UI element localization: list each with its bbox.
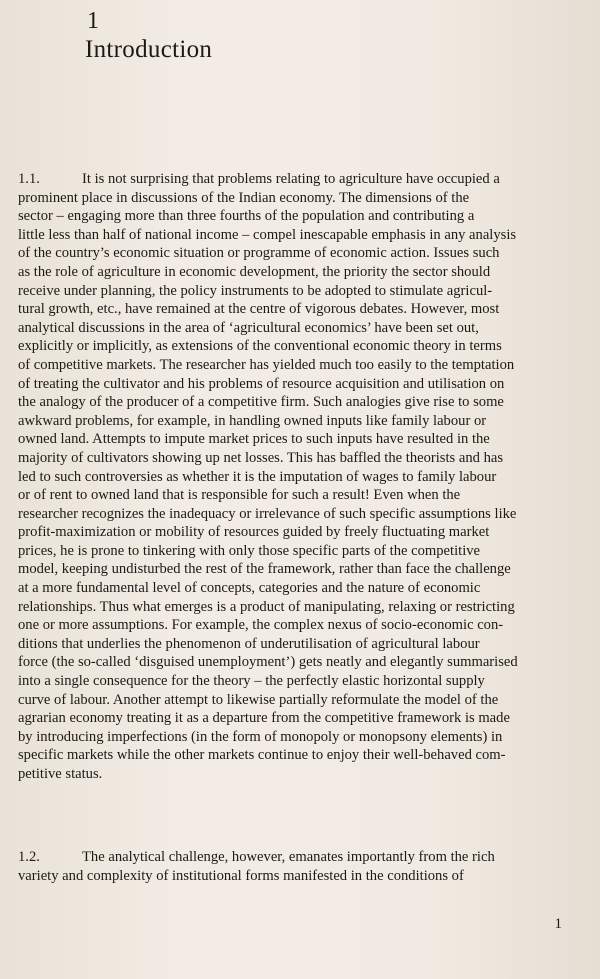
- chapter-number: 1: [87, 8, 99, 34]
- paragraph-line: sector – engaging more than three fourths of the population and contributing a: [18, 208, 475, 225]
- paragraph-line: relationships. Thus what emerges is a product of manipulating, relaxing or restricting: [18, 598, 515, 615]
- paragraph-line: receive under planning, the policy instruments to be adopted to stimulate agricul-: [18, 282, 493, 299]
- paragraph-line: little less than half of national income – compel inescapable emphasis in any analysis: [18, 226, 517, 243]
- paragraph-line: at a more fundamental level of concepts, categories and the nature of economic: [18, 580, 481, 597]
- paragraph-line: or of rent to owned land that is responsible for such a result! Even when the: [18, 487, 461, 504]
- paragraph-line: into a single consequence for the theory – the perfectly elastic horizontal supply: [18, 673, 485, 690]
- paragraph-line: owned land. Attempts to impute market prices to such inputs have resulted in the: [18, 431, 490, 448]
- paragraph-line: explicitly or implicitly, as extensions of the conventional economic theory in terms: [18, 338, 502, 355]
- paragraph-line: agrarian economy treating it as a departure from the competitive framework is made: [18, 710, 510, 727]
- paragraph-line: force (the so-called ‘disguised unemployment’) gets neatly and elegantly summarised: [18, 654, 518, 671]
- paragraph-1-1: [18, 170, 580, 784]
- paragraph-line: awkward problems, for example, in handling owned inputs like family labour or: [18, 412, 487, 429]
- paragraph-text: It is not surprising that problems relating to agriculture have occupied a: [82, 171, 500, 187]
- paragraph-line: tural growth, etc., have remained at the centre of vigorous debates. However, most: [18, 301, 500, 318]
- paragraph-line: specific markets while the other markets continue to enjoy their well-behaved com-: [18, 747, 506, 764]
- paragraph-line: prices, he is prone to tinkering with only those specific parts of the competitive: [18, 542, 481, 559]
- paragraph-line: by introducing imperfections (in the form of monopoly or monopsony elements) in: [18, 728, 503, 745]
- paragraph-line: analytical discussions in the area of ‘agricultural economics’ have been set out,: [18, 319, 479, 336]
- paragraph-line: of treating the cultivator and his problems of resource acquisition and utilisation on: [18, 375, 505, 392]
- paragraph-line: one or more assumptions. For example, the complex nexus of socio-economic con-: [18, 617, 504, 634]
- paragraph-line: researcher recognizes the inadequacy or irrelevance of such specific assumptions like: [18, 505, 517, 522]
- paragraph-line: majority of cultivators showing up net losses. This has baffled the theorists and has: [18, 449, 504, 466]
- paragraph-line: the analogy of the producer of a competitive firm. Such analogies give rise to some: [18, 394, 504, 411]
- page-number: 1: [554, 916, 562, 932]
- paragraph-line: variety and complexity of institutional forms manifested in the conditions of: [18, 867, 464, 884]
- paragraph-line: petitive status.: [18, 766, 103, 782]
- paragraph-line: of competitive markets. The researcher has yielded much too easily to the temptation: [18, 356, 515, 373]
- paragraph-line: ditions that underlies the phenomenon of underutilisation of agricultural labour: [18, 635, 480, 652]
- paragraph-line: led to such controversies as whether it is the imputation of wages to family labour: [18, 468, 497, 485]
- paragraph-line: curve of labour. Another attempt to likewise partially reformulate the model of the: [18, 691, 499, 708]
- paragraph-line: model, keeping undisturbed the rest of the framework, rather than face the challenge: [18, 561, 511, 578]
- paragraph-line: of the country’s economic situation or programme of economic action. Issues such: [18, 245, 500, 262]
- paragraph-number: 1.2.: [18, 849, 40, 865]
- paragraph-1-2: [18, 848, 580, 885]
- paragraph-number: 1.1.: [18, 171, 40, 187]
- paragraph-line: profit-maximization or mobility of resources guided by freely fluctuating market: [18, 524, 490, 541]
- paragraph-line: prominent place in discussions of the Indian economy. The dimensions of the: [18, 189, 470, 206]
- chapter-title: Introduction: [85, 36, 213, 63]
- paragraph-text: The analytical challenge, however, emanates importantly from the rich: [82, 849, 495, 865]
- paragraph-line: [18, 848, 580, 867]
- paragraph-line: [18, 170, 580, 189]
- paragraph-line: as the role of agriculture in economic development, the priority the sector should: [18, 263, 491, 280]
